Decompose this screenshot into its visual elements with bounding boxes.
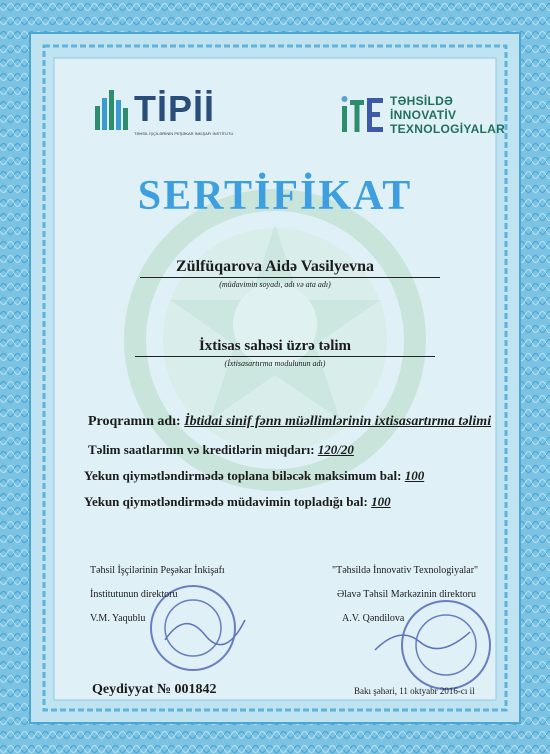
- right-signer: A.V. Qəndilova: [342, 613, 405, 624]
- left-org-line-1: Təhsil İşçilərinin Peşəkar İnkişafı: [90, 565, 225, 576]
- ite-mark-icon: [340, 92, 386, 134]
- hours-value: 120/20: [317, 442, 354, 457]
- training-area: İxtisas sahəsi üzrə təlim: [198, 338, 352, 354]
- tipii-wordmark: TİPİİ: [134, 88, 216, 129]
- left-org-line-2: İnstitutunun direktoru: [90, 589, 178, 600]
- registry-value: 001842: [174, 682, 217, 697]
- recipient-caption: (müdavimin soyadı, adı və ata adı): [219, 280, 331, 289]
- area-underline: [135, 356, 435, 357]
- program-value: İbtidai sinif fənn müəllimlərinin ixtisasartırma təlimi: [184, 414, 492, 429]
- tipii-subtitle: TƏHSİL İŞÇİLƏRİNİN PEŞƏKAR İNKİŞAFI İNSTİTUTU: [134, 131, 234, 136]
- tipii-bars-icon: [94, 88, 130, 134]
- ite-line-3: TEXNOLOGİYALAR: [390, 122, 506, 136]
- score-label: Yekun qiymətləndirmədə müdavimin topladığı bal:: [84, 494, 368, 509]
- hours-label: Təlim saatlarının və kreditlərin miqdarı:: [88, 442, 315, 457]
- tipii-logo: [94, 88, 244, 138]
- ite-logo: [340, 90, 520, 140]
- max-score-row: [84, 468, 424, 484]
- issue-date: Bakı şəhəri, 11 oktyabr 2016-cı il: [354, 686, 475, 696]
- ite-line-2: İNNOVATİV: [390, 108, 457, 122]
- ite-line-1: TƏHSİLDƏ: [390, 94, 454, 108]
- score-row: [84, 494, 391, 510]
- program-label: Proqramın adı:: [88, 414, 181, 429]
- max-score-value: 100: [404, 468, 425, 483]
- max-score-label: Yekun qiymətləndirmədə toplana biləcək maksimum bal:: [84, 468, 402, 483]
- registry-label: Qeydiyyat №: [92, 682, 172, 697]
- recipient-name: Zülfüqarova Aidə Vasilyevna: [176, 258, 374, 275]
- left-signer: V.M. Yaqublu: [90, 613, 146, 624]
- name-underline: [140, 277, 440, 278]
- area-caption: (İxtisasartırma modulunun adı): [224, 359, 326, 368]
- registry-number: [92, 682, 217, 698]
- certificate-title: SERTİFİKAT: [137, 173, 413, 219]
- program-row: [88, 414, 491, 430]
- hours-row: [88, 442, 354, 458]
- score-value: 100: [371, 494, 391, 509]
- right-org-line-2: Əlavə Təhsil Mərkəzinin direktoru: [337, 589, 476, 600]
- right-org-line-1: "Təhsildə İnnovativ Texnologiyalar": [332, 565, 479, 576]
